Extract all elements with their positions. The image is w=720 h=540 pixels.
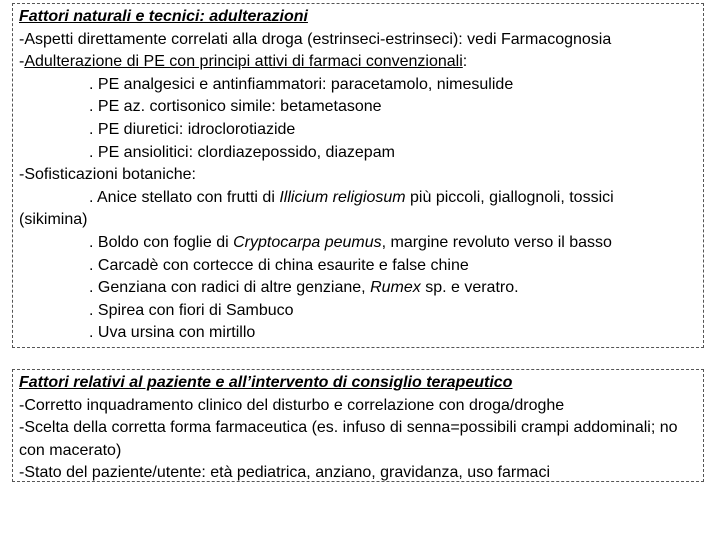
list-item: . PE az. cortisonico simile: betametasone <box>89 98 382 116</box>
carcade-line: . Carcadè con cortecce di china esaurite e false chine <box>89 256 469 274</box>
spirea-line: . Spirea con fiori di Sambuco <box>89 301 294 319</box>
consiglio-title: Fattori relativi al paziente e all’intervento di consiglio terapeutico <box>19 374 513 391</box>
anice-line <box>19 187 697 210</box>
consiglio-box <box>12 369 704 482</box>
adulterazione-line <box>19 51 697 74</box>
boldo-line <box>19 232 697 255</box>
genziana-text-end: sp. e veratro. <box>420 279 519 297</box>
list-item: . PE analgesici e antinfiammatori: paracetamolo, nimesulide <box>89 75 514 93</box>
consiglio-line: -Scelta della corretta forma farmaceutica (es. infuso di senna=possibili crampi addominali; no con macerato) <box>19 419 678 459</box>
uva-line: . Uva ursina con mirtillo <box>89 324 256 342</box>
consiglio-line: -Stato del paziente/utente: età pediatrica, anziano, gravidanza, uso farmaci <box>19 464 550 482</box>
anice-text-end: più piccoli, giallognoli, tossici <box>405 188 614 206</box>
genziana-species: Rumex <box>370 279 421 297</box>
adulterazioni-box <box>12 3 704 348</box>
list-item: . PE diuretici: idroclorotiazide <box>89 120 296 138</box>
adulterazione-prefix: - <box>19 53 25 71</box>
sofisticazioni-line: -Sofisticazioni botaniche: <box>19 166 196 184</box>
anice-species: Illicium religiosum <box>279 188 406 206</box>
adulterazione-suffix: : <box>462 53 468 71</box>
boldo-text: . Boldo con foglie di <box>89 233 234 251</box>
list-item: . PE ansiolitici: clordiazepossido, diazepam <box>89 143 395 161</box>
genziana-line <box>19 277 697 300</box>
anice-text: . Anice stellato con frutti di <box>89 188 280 206</box>
aspetti-line: -Aspetti direttamente correlati alla droga (estrinseci-estrinseci): vedi Farmacognosia <box>19 30 612 48</box>
genziana-text: . Genziana con radici di altre genziane, <box>89 279 371 297</box>
boldo-text-end: , margine revoluto verso il basso <box>381 233 612 251</box>
adulterazione-heading: Adulterazione di PE con principi attivi di farmaci convenzionali <box>24 53 463 71</box>
adulterazioni-title: Fattori naturali e tecnici: adulterazioni <box>19 8 308 25</box>
consiglio-line: -Corretto inquadramento clinico del disturbo e correlazione con droga/droghe <box>19 396 565 414</box>
anice-continuation: (sikimina) <box>19 211 88 229</box>
boldo-species: Cryptocarpa peumus <box>233 233 382 251</box>
